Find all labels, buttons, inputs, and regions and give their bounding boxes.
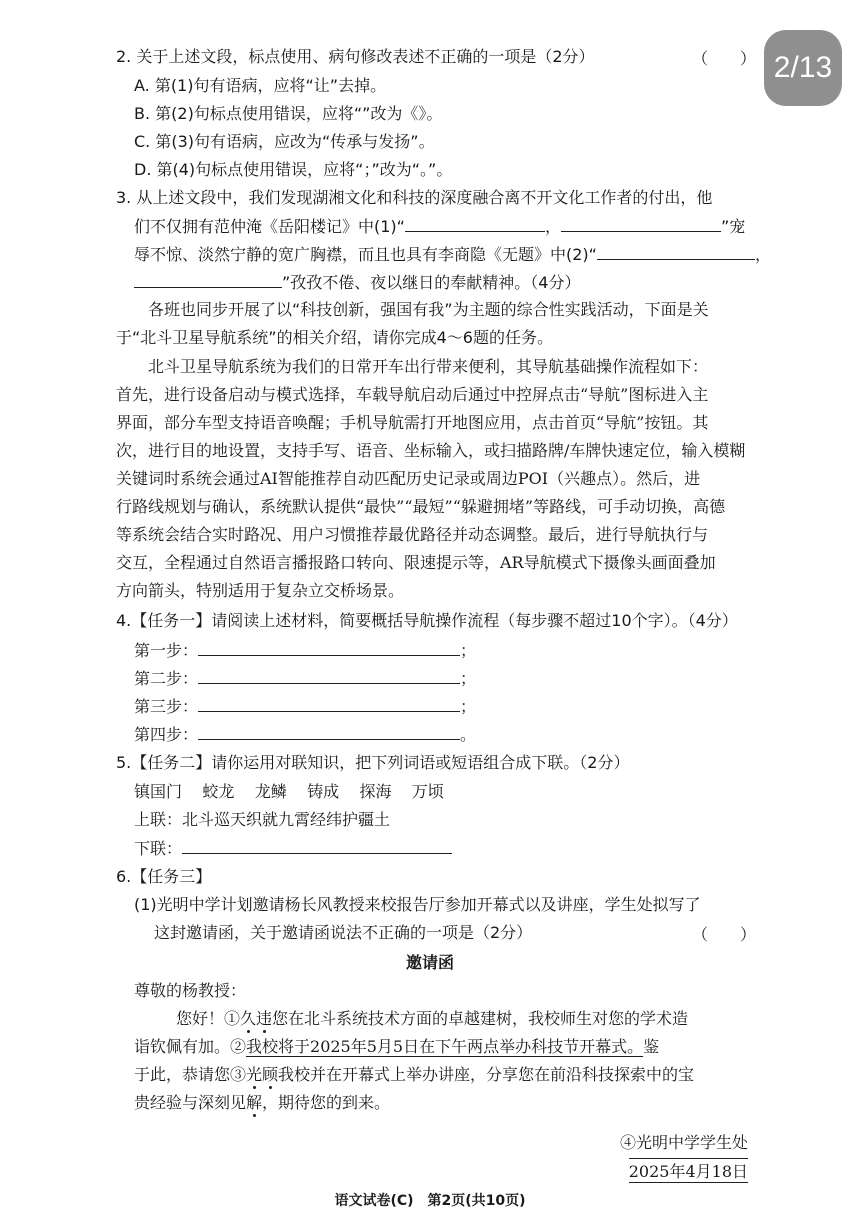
material-line: 交互，全程通过自然语言播报路口转向、限速提示等，AR导航模式下摄像头画面叠加 — [116, 553, 716, 572]
emphasis-char: 违 — [256, 1009, 273, 1028]
q4-blank-4[interactable] — [198, 723, 460, 740]
q4-blank-1[interactable] — [198, 639, 460, 656]
q3-blank-2a[interactable] — [597, 243, 755, 260]
letter-text: 于此，恭请您③ — [134, 1065, 247, 1084]
q3-line-4 — [134, 271, 580, 294]
q3-line-3 — [134, 243, 771, 266]
q5-lower-couplet — [134, 837, 452, 860]
q3-line-2 — [134, 215, 745, 238]
letter-date: 2025年4月18日 — [629, 1158, 748, 1183]
q2-answer-paren: （ ） — [692, 49, 757, 68]
emphasis-char: 光 — [246, 1065, 263, 1084]
q6-sub1-line-2: 这封邀请函，关于邀请函说法不正确的一项是（2分） — [154, 923, 533, 942]
q5-word: 蛟龙 — [202, 782, 235, 801]
letter-title: 邀请函 — [405, 953, 454, 972]
material-line: 首先，进行设备启动与模式选择，车载导航启动后通过中控屏点击“导航”图标进入主 — [116, 385, 709, 404]
emphasis-char: 解 — [246, 1093, 263, 1112]
q2-option-b: B. 第(2)句标点使用错误，应将“”改为《》。 — [134, 104, 443, 123]
q2-option-c: C. 第(3)句有语病，应改为“传承与发扬”。 — [134, 132, 435, 151]
q4-blank-2[interactable] — [198, 667, 460, 684]
q5-word: 探海 — [359, 782, 392, 801]
letter-para-line-1 — [176, 1008, 688, 1030]
q2-option-a: A. 第(1)句有语病，应将“让”去掉。 — [134, 76, 387, 95]
q3-line-3-text: 辱不惊、淡然宁静的宽广胸襟，而且也具有李商隐《无题》中(2)“ — [134, 245, 597, 264]
q2-option-d: D. 第(4)句标点使用错误，应将“；”改为“。”。 — [134, 160, 453, 179]
q5-word: 龙鳞 — [254, 782, 287, 801]
letter-text: 您好！① — [176, 1009, 241, 1028]
material-line: 等系统会结合实时路况、用户习惯推荐最优路径并动态调整。最后，进行导航执行与 — [116, 525, 709, 544]
q5-word: 铸成 — [307, 782, 340, 801]
q5-word-list — [134, 781, 444, 803]
letter-signer: ④光明中学学生处 — [619, 1133, 748, 1152]
q4-blank-3[interactable] — [198, 695, 460, 712]
q5-answer-blank[interactable] — [182, 837, 452, 854]
page-footer: 语文试卷(C) 第2页(共10页) — [334, 1193, 526, 1209]
q3-blank-1a[interactable] — [405, 215, 545, 232]
q4-step-end: 。 — [460, 725, 477, 744]
task-intro-line-1: 各班也同步开展了以“科技创新，强国有我”为主题的综合性实践活动，下面是关 — [148, 300, 709, 319]
material-line: 界面，部分车型支持语音唤醒；手机导航需打开地图应用，点击首页“导航”按钮。其 — [116, 413, 709, 432]
q5-word: 镇国门 — [134, 782, 183, 801]
letter-text: 我校并在开幕式上举办讲座，分享您在前沿科技探索中的宝 — [278, 1065, 695, 1084]
material-line: 行路线规划与确认，系统默认提供“最快”“最短”“躲避拥堵”等路线，可手动切换，高德 — [116, 497, 726, 516]
q3-blank-2b[interactable] — [134, 271, 282, 288]
material-line: 方向箭头，特别适用于复杂立交桥场景。 — [116, 581, 405, 600]
q6-stem: 6.【任务三】 — [116, 867, 212, 886]
letter-greeting: 尊敬的杨教授： — [134, 981, 247, 1000]
q4-step-end: ； — [460, 669, 477, 688]
q4-step-end: ； — [460, 697, 477, 716]
letter-text: 鉴 — [643, 1037, 660, 1056]
letter-para-line-3 — [134, 1064, 694, 1086]
q4-step-label: 第二步： — [134, 669, 199, 688]
q3-line-2-end: ”宠 — [720, 217, 746, 236]
q5-upper-couplet: 上联：北斗巡天织就九霄经纬护疆土 — [134, 810, 391, 829]
q3-blank-1b[interactable] — [561, 215, 721, 232]
q4-step-4 — [134, 723, 476, 746]
material-line: 次，进行目的地设置，支持手写、语音、坐标输入，或扫描路牌/车牌快速定位，输入模糊 — [116, 441, 746, 460]
q4-step-label: 第四步： — [134, 725, 199, 744]
q3-line-2-text: 们不仅拥有范仲淹《岳阳楼记》中(1)“ — [134, 217, 405, 236]
q5-lower-label: 下联： — [134, 839, 183, 858]
material-line: 关键词时系统会通过AI智能推荐自动匹配历史记录或周边POI（兴趣点）。然后，进 — [116, 469, 701, 488]
task-intro-line-2: 于“北斗卫星导航系统”的相关介绍，请你完成4～6题的任务。 — [116, 328, 553, 347]
q3-line-4-text: ”孜孜不倦、夜以继日的奉献精神。（4分） — [282, 273, 581, 292]
letter-para-line-4 — [134, 1092, 390, 1114]
page-counter-badge: 2/13 — [764, 30, 842, 106]
letter-text: 诣钦佩有加。② — [134, 1037, 247, 1056]
q4-step-2 — [134, 667, 476, 690]
q2-stem: 2. 关于上述文段，标点使用、病句修改表述不正确的一项是（2分） — [116, 47, 595, 66]
q4-step-label: 第一步： — [134, 641, 199, 660]
q6-sub1-line-1: (1)光明中学计划邀请杨长风教授来校报告厅参加开幕式以及讲座，学生处拟写了 — [134, 895, 701, 914]
letter-text: 您在北斗系统技术方面的卓越建树，我校师生对您的学术造 — [272, 1009, 689, 1028]
q3-comma-1: ， — [544, 217, 561, 236]
q4-step-end: ； — [460, 641, 477, 660]
letter-text: ，期待您的到来。 — [262, 1093, 391, 1112]
q4-step-3 — [134, 695, 476, 718]
emphasis-char: 久 — [240, 1009, 257, 1028]
letter-para-line-2 — [134, 1036, 659, 1058]
q4-stem: 4.【任务一】请阅读上述材料，简要概括导航操作流程（每步骤不超过10个字）。（4分） — [116, 611, 738, 630]
q6-answer-paren: （ ） — [692, 925, 757, 944]
letter-text: 贵经验与深刻见 — [134, 1093, 247, 1112]
q3-comma-2: ， — [754, 245, 771, 264]
q3-line-1: 3. 从上述文段中，我们发现湖湘文化和科技的深度融合离不开文化工作者的付出，他 — [116, 188, 713, 207]
q5-stem: 5.【任务二】请你运用对联知识，把下列词语或短语组合成下联。（2分） — [116, 753, 630, 772]
q4-step-label: 第三步： — [134, 697, 199, 716]
emphasis-char: 顾 — [262, 1065, 279, 1084]
q5-word: 万顷 — [411, 782, 444, 801]
material-line: 北斗卫星导航系统为我们的日常开车出行带来便利，其导航基础操作流程如下： — [148, 357, 709, 376]
underlined-sentence: 我校将于2025年5月5日在下午两点举办科技节开幕式。 — [246, 1037, 644, 1056]
q4-step-1 — [134, 639, 476, 662]
